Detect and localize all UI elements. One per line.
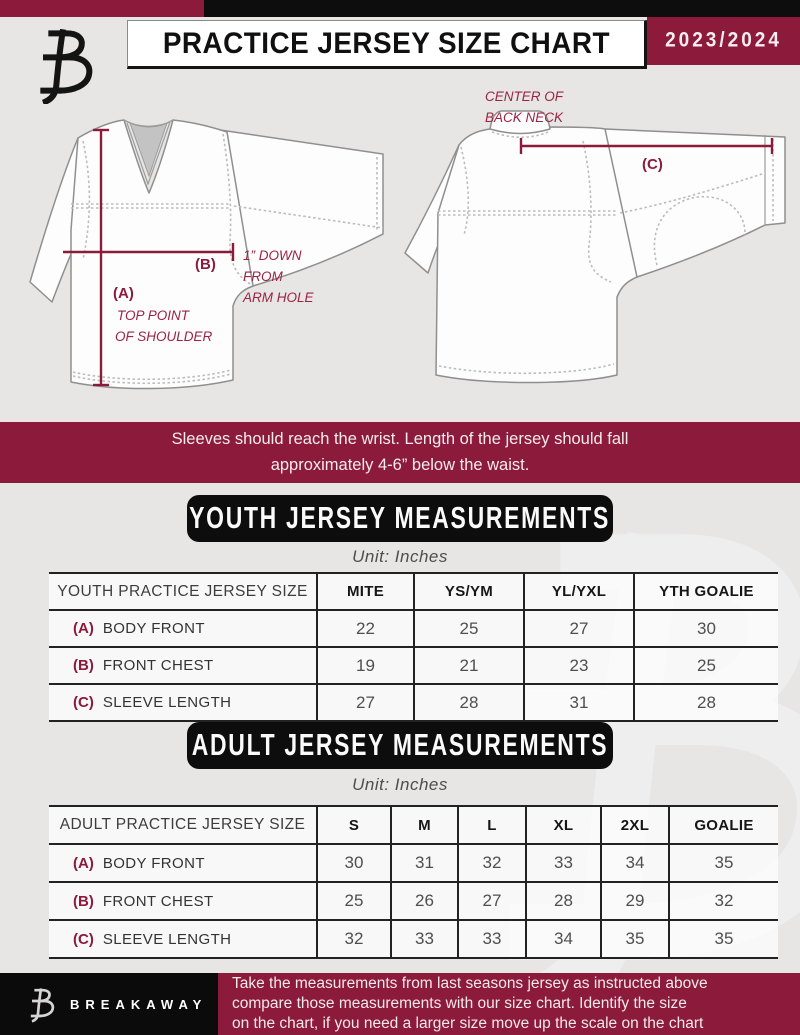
footer-brand-block (0, 973, 218, 1035)
adult-col-header-2xl: 2XL (600, 807, 668, 843)
youth-col-header-goalie: YTH GOALIE (633, 574, 778, 609)
cell-value: 26 (390, 883, 457, 919)
caption-b-line2: FROM (243, 269, 283, 284)
caption-b-line3: ARM HOLE (243, 290, 314, 305)
adult-table-header-row (49, 807, 778, 843)
fit-note-line1: Sleeves should reach the wrist. Length of the jersey should fall (171, 429, 629, 448)
adult-unit-label: Unit: Inches (352, 775, 448, 794)
footer-note-line3: on the chart, if you need a larger size move up the scale on the chart (232, 1015, 704, 1033)
row-marker: (C) (73, 930, 94, 948)
cell-value: 25 (413, 611, 523, 646)
cell-value: 28 (413, 685, 523, 720)
caption-a-line2: OF SHOULDER (115, 329, 213, 344)
table-row (49, 683, 778, 720)
cell-value: 25 (633, 648, 778, 683)
cell-value: 21 (413, 648, 523, 683)
cell-value: 34 (525, 921, 600, 957)
marker-a: (A) (113, 285, 134, 302)
header-black-strip (204, 0, 800, 17)
cell-value: 30 (633, 611, 778, 646)
fit-note-banner (0, 422, 800, 483)
youth-section-banner (187, 495, 613, 542)
table-row (49, 843, 778, 881)
row-marker: (B) (73, 657, 94, 674)
youth-col-header-ysym: YS/YM (413, 574, 523, 609)
youth-banner-label: YOUTH JERSEY MEASUREMENTS (189, 501, 611, 535)
youth-table-header-row (49, 574, 778, 609)
cell-value: 28 (633, 685, 778, 720)
row-marker: (B) (73, 892, 94, 910)
adult-col-header-goalie: GOALIE (668, 807, 778, 843)
cell-value: 35 (668, 845, 778, 881)
cell-value: 23 (523, 648, 633, 683)
row-label: SLEEVE LENGTH (102, 694, 232, 711)
cell-value: 32 (668, 883, 778, 919)
table-row (49, 646, 778, 683)
front-jersey-body (71, 120, 253, 389)
header-maroon-strip (0, 0, 204, 17)
cell-value: 31 (523, 685, 633, 720)
page-title: PRACTICE JERSEY SIZE CHART (162, 26, 610, 60)
adult-col-header-s: S (316, 807, 390, 843)
adult-section-banner (187, 722, 613, 769)
table-row (49, 881, 778, 919)
adult-col-header-l: L (457, 807, 525, 843)
row-label: BODY FRONT (102, 620, 205, 637)
footer-instructions (218, 973, 800, 1035)
season-label: 2023/2024 (665, 28, 782, 53)
row-label: SLEEVE LENGTH (102, 930, 232, 948)
cell-value: 30 (316, 845, 390, 881)
cell-value: 33 (525, 845, 600, 881)
youth-col-header-ylyxl: YL/YXL (523, 574, 633, 609)
caption-c-line1: CENTER OF (485, 89, 564, 104)
youth-col-header-mite: MITE (316, 574, 413, 609)
back-jersey-diagram (395, 85, 795, 405)
youth-measurements-table (49, 572, 778, 722)
row-marker: (A) (73, 620, 94, 637)
title-box (127, 20, 647, 69)
cell-value: 28 (525, 883, 600, 919)
cell-value: 33 (457, 921, 525, 957)
fit-note-line2: approximately 4-6” below the waist. (270, 455, 530, 474)
cell-value: 27 (523, 611, 633, 646)
row-label: FRONT CHEST (102, 657, 214, 674)
adult-measurements-table (49, 805, 778, 959)
caption-a-line1: TOP POINT (117, 308, 190, 323)
cell-value: 25 (316, 883, 390, 919)
front-jersey-diagram (20, 110, 410, 405)
brand-name: BREAKAWAY (70, 996, 208, 1012)
cell-value: 34 (600, 845, 668, 881)
cell-value: 33 (390, 921, 457, 957)
cell-value: 32 (457, 845, 525, 881)
cell-value: 22 (316, 611, 413, 646)
table-row (49, 919, 778, 957)
table-row (49, 609, 778, 646)
back-jersey-body (436, 127, 637, 383)
footer-note-line1: Take the measurements from last seasons jersey as instructed above (232, 974, 708, 992)
adult-col-header-size: ADULT PRACTICE JERSEY SIZE (49, 807, 316, 843)
marker-b: (B) (195, 256, 216, 273)
cell-value: 31 (390, 845, 457, 881)
cell-value: 35 (668, 921, 778, 957)
cell-value: 32 (316, 921, 390, 957)
row-marker: (C) (73, 694, 94, 711)
adult-col-header-m: M (390, 807, 457, 843)
cell-value: 19 (316, 648, 413, 683)
row-label: FRONT CHEST (102, 892, 214, 910)
caption-c-line2: BACK NECK (485, 110, 564, 125)
youth-col-header-size: YOUTH PRACTICE JERSEY SIZE (49, 574, 316, 609)
caption-b-line1: 1” DOWN (243, 248, 302, 263)
cell-value: 27 (457, 883, 525, 919)
footer-note-line2: compare those measurements with our size chart. Identify the size (232, 994, 687, 1012)
youth-unit-label: Unit: Inches (352, 547, 448, 566)
row-label: BODY FRONT (102, 854, 205, 872)
cell-value: 29 (600, 883, 668, 919)
breakaway-b-footer-logo-icon (26, 985, 56, 1023)
season-badge (647, 17, 800, 65)
adult-col-header-xl: XL (525, 807, 600, 843)
cell-value: 35 (600, 921, 668, 957)
row-marker: (A) (73, 854, 94, 872)
marker-c: (C) (642, 156, 663, 173)
cell-value: 27 (316, 685, 413, 720)
breakaway-b-logo-icon (26, 24, 100, 104)
adult-banner-label: ADULT JERSEY MEASUREMENTS (191, 728, 609, 762)
